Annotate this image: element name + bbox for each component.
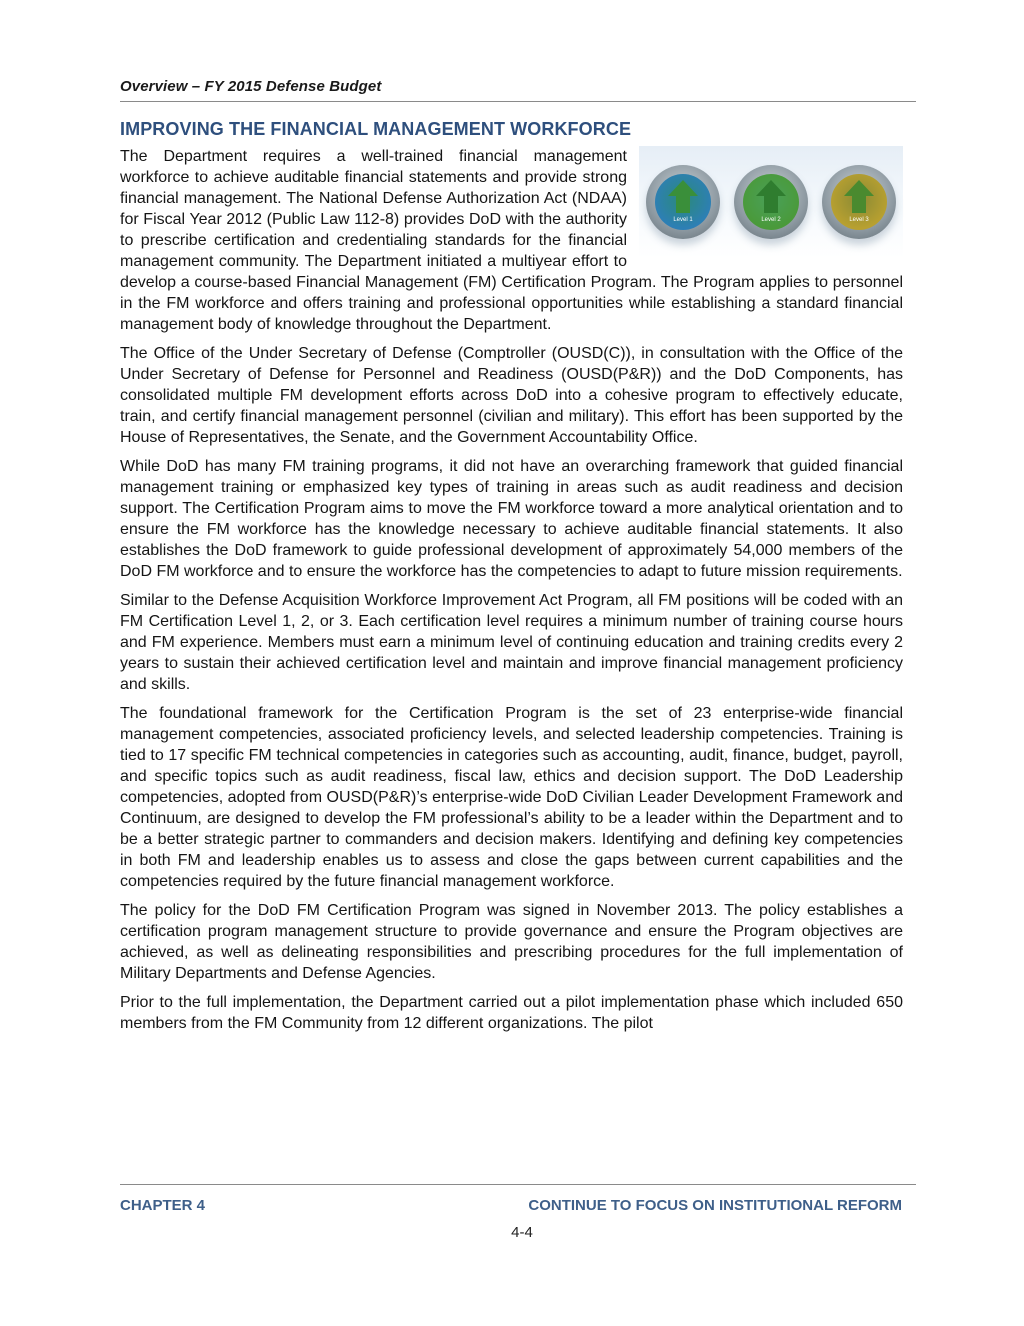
paragraph-policy: The policy for the DoD FM Certification Program was signed in November 2013. The policy establishes a certification program management structure to provide governance and ensure the Program objectives are achieved, as well as delineating responsibilities and prescribing procedures for the full implementation of Military Departments and Defense Agencies. — [120, 902, 903, 982]
paragraph-intro: The Department requires a well-trained financial management workforce to achieve auditable financial statements and provide strong financial management. The National Defense Authorization Act (NDAA) for Fiscal Year 2012 (Public Law 112-8) provides DoD with the authority to prescribe certification and credentialing standards for the financial management community. The Department initiated a multiyear effort to develop a course-based Financial Management (FM) Certification Program. The Program applies to personnel in the FM workforce and offers training and professional opportunities while establishing a standard financial management body of knowledge throughout the Department. — [120, 148, 903, 333]
body-text — [120, 146, 903, 1034]
page-number: 4-4 — [511, 1224, 533, 1241]
arrow-up-icon — [756, 180, 786, 196]
document-page — [120, 78, 916, 1042]
paragraph-pilot: Prior to the full implementation, the Department carried out a pilot implementation phase which included 650 members from the FM Community from 12 different organizations. The pilot — [120, 994, 903, 1032]
certification-badge-level-2 — [734, 165, 808, 239]
certification-badges-image — [639, 146, 903, 258]
arrow-up-icon — [668, 180, 698, 196]
certification-badge-level-3 — [822, 165, 896, 239]
badge-level-label: Level 1 — [673, 217, 693, 223]
paragraph-ousd: The Office of the Under Secretary of Defense (Comptroller (OUSD(C)), in consultation with the Office of the Under Secretary of Defense for Personnel and Readiness (OUSD(P&R)) and the DoD Components, has consolidated multiple FM development efforts across DoD into a cohesive program to effectively educate, train, and certify financial management personnel (civilian and military). This effort has been supported by the House of Representatives, the Senate, and the Government Accountability Office. — [120, 345, 903, 446]
paragraph-competencies: The foundational framework for the Certification Program is the set of 23 enterprise-wide financial management competencies, associated proficiency levels, and selected leadership competencies. Training is tied to 17 specific FM technical competencies in categories such as accounting, audit, finance, budget, payroll, and specific topics such as audit readiness, fiscal law, ethics and decision support. The DoD Leadership competencies, adopted from OUSD(P&R)’s enterprise-wide DoD Civilian Leader Development Framework and Continuum, are designed to develop the FM professional’s ability to be a leader within the Department and to be a better strategic partner to commanders and decision makers. Identifying and defining key competencies in both FM and leadership enables us to assess and close the gaps between current capabilities and the competencies required by the future financial management workforce. — [120, 705, 903, 890]
certification-badge-level-1 — [646, 165, 720, 239]
page-footer — [120, 1184, 916, 1241]
running-header: Overview – FY 2015 Defense Budget — [120, 78, 916, 102]
badge-level-label: Level 3 — [849, 217, 869, 223]
footer-chapter-title: CONTINUE TO FOCUS ON INSTITUTIONAL REFORM — [528, 1197, 902, 1214]
arrow-up-icon — [844, 180, 874, 196]
paragraph-certification-levels: Similar to the Defense Acquisition Workforce Improvement Act Program, all FM positions will be coded with an FM Certification Level 1, 2, or 3. Each certification level requires a minimum number of training course hours and FM experience. Members must earn a minimum level of continuing education and training credits every 2 years to sustain their achieved certification level and maintain and improve financial management proficiency and skills. — [120, 592, 903, 693]
section-title: IMPROVING THE FINANCIAL MANAGEMENT WORKFORCE — [120, 119, 632, 139]
footer-chapter: CHAPTER 4 — [120, 1197, 206, 1214]
badge-level-label: Level 2 — [761, 217, 781, 223]
paragraph-framework: While DoD has many FM training programs, it did not have an overarching framework that guided financial management training or emphasized key types of training in areas such as audit readiness and decision support. The Certification Program aims to move the FM workforce toward a more analytical orientation and to ensure the FM workforce has the knowledge necessary to achieve auditable financial statements. It also establishes the DoD framework to guide professional development of approximately 54,000 members of the DoD FM workforce and to ensure the workforce has the competencies to adapt to future mission requirements. — [120, 458, 903, 580]
